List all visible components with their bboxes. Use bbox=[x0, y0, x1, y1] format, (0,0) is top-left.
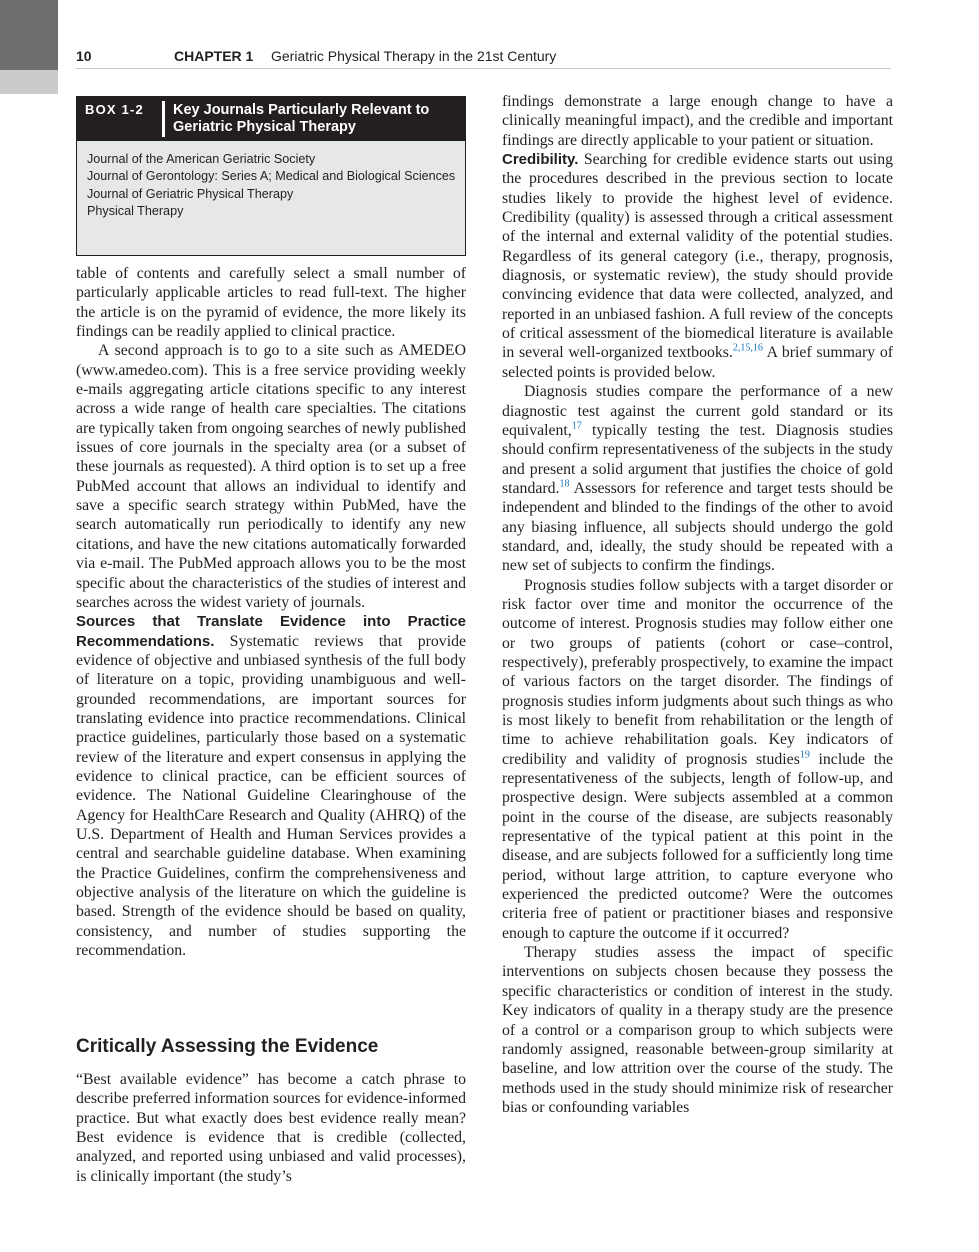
corner-tab bbox=[0, 0, 58, 70]
sidebar-box bbox=[76, 96, 466, 256]
box-list-item: Journal of Geriatric Physical Therapy bbox=[87, 186, 294, 201]
paragraph: Sources that Translate Evidence into Practice Recommendations. Systematic reviews that provide evidence of objective and unbiased synthesis of the full body of literature on a topic, providing unambiguous and well-grounded recommendations, are important sources for translating evidence into practice recommendations. Clinical practice guidelines, particularly those based on a systematic review of the literature and expert consensus in applying the evidence to clinical practice, can be efficient sources of evidence. The National Guideline Clearinghouse of the Agency for HealthCare Research and Quality (AHRQ) of the U.S. Department of Health and Human Services provides a central and searchable guideline database. When examining the Practice Guidelines, confirm the comprehensiveness and objective analysis of the literature on which the guideline is based. Strength of the evidence should be based on quality, consistency, and number of studies supporting the recommendation. bbox=[76, 613, 466, 960]
left-column bbox=[76, 264, 466, 960]
corner-tab-shade bbox=[0, 70, 58, 94]
page-number: 10 bbox=[76, 48, 92, 64]
paragraph: Therapy studies assess the impact of specific interventions on subjects chosen because they possess the specific characteristics or condition of interest in the study. Key indicators of quality in a therapy study are the presence of a control or a comparison group to which subjects were randomly assigned, reasonable between-group similarity at baseline, and low attrition over the course of the study. The methods used in the study should minimize risk of researcher bias or confounding variables bbox=[502, 944, 893, 1116]
box-list-item: Journal of the American Geriatric Society bbox=[87, 152, 316, 166]
paragraph: Credibility. Searching for credible evidence starts out using the procedures described in the previous section to locate studies likely to provide the highest level of evidence. Credibility (quality) is assessed through a critical assessment of the internal and external validity of the potential studies. Regardless of its general category (i.e., therapy, prognosis, diagnosis, or systematic review), the study should provide convincing evidence that data were collected, analyzed, and reported in an unbiased fashion. A full review of the concepts of critical assessment of the biomedical literature is available in several well-organized textbooks.$^{2,15,16}$ A brief summary of selected points is provided below. bbox=[502, 151, 893, 381]
paragraph: table of contents and carefully select a small number of particularly applicable articles to read full-text. The higher the article is on the pyramid of evidence, the more likely its findings can be readily applied to clinical practice. bbox=[76, 265, 466, 341]
chapter-label: CHAPTER 1 bbox=[174, 48, 254, 64]
box-label: BOX 1-2 bbox=[85, 102, 144, 117]
left-column-continued bbox=[76, 1070, 466, 1186]
citation-ref[interactable]: 2,15,16 bbox=[732, 343, 763, 355]
section-heading: Critically Assessing the Evidence bbox=[76, 1036, 379, 1057]
run-in-heading: Credibility. bbox=[502, 151, 579, 169]
paragraph: Prognosis studies follow subjects with a target disorder or risk factor over time and monitor the occurrence of the outcome of interest. Prognosis studies may follow either one or two groups of patients (cohort or case–control, respectively), preferably prospectively, to examine the impact of various factors on the target disorder. The findings of prognosis studies inform judgments about such things as who is most likely to benefit from rehabilitation or the length of time to achieve rehabilitation goals. Key indicators of credibility and validity of prognosis studies$^{19}$ include the representativeness of the subjects, length of follow-up, and prospective design. Were subjects assembled at a common point in the course of the disease, are subjects reasonably representative of the typical patient at this point in the disease, and are subjects followed for a sufficiently long time period, without large attrition, to capture everyone who experienced the predicted outcome? Were the outcomes criteria free of patient or practitioner biases and responsive enough to capture the outcome if it occurred? bbox=[502, 576, 893, 942]
box-list bbox=[77, 141, 465, 255]
running-header bbox=[76, 44, 891, 69]
box-list-item: Physical Therapy bbox=[87, 204, 184, 219]
paragraph: findings demonstrate a large enough change to have a clinically meaningful impact), and the credible and important findings are directly applicable to your patient or situation. bbox=[502, 93, 893, 149]
box-title: Key Journals Particularly Relevant to Geriatric Physical Therapy bbox=[173, 102, 430, 135]
citation-ref[interactable]: 19 bbox=[799, 749, 810, 761]
box-divider bbox=[162, 101, 165, 137]
citation-ref[interactable]: 18 bbox=[559, 478, 570, 490]
paragraph: Diagnosis studies compare the performance of a new diagnostic test against the current gold standard or its equivalent,$^{17}$ typically testing the test. Diagnosis studies should confirm representativeness of the subjects in the study and present a solid argument that justifies the choice of gold standard.$^{18}$ Assessors for reference and target tests should be independent and blinded to the findings of the other to avoid any biasing influence, all subjects should undergo the gold standard, and, ideally, the study should be repeated with a new set of subjects to confirm the findings. bbox=[502, 383, 893, 575]
box-header bbox=[77, 97, 465, 141]
box-list-item: Journal of Gerontology: Series A; Medical and Biological Sciences bbox=[87, 169, 456, 184]
citation-ref[interactable]: 17 bbox=[571, 420, 582, 432]
paragraph: A second approach is to go to a site such as AMEDEO (www.amedeo.com). This is a free service providing weekly e-mails aggregating article citations specific to any interest across a wide range of health care specialties. The citations are typically taken from ongoing searches of newly published issues of core journals in the specialty area (or a subset of these journals as requested). A third option is to set up a free PubMed account that allows an individual to identify and save a specific search strategy within PubMed, have the search automatically run periodically to identify any new citations, and have the new citations automatically forwarded via e-mail. The PubMed approach allows you to be the most specific about the characteristics of the studies of interest and searches across the widest variety of journals. bbox=[76, 342, 466, 611]
chapter-title: Geriatric Physical Therapy in the 21st Century bbox=[271, 48, 557, 64]
paragraph: “Best available evidence” has become a catch phrase to describe preferred information sources for evidence-informed practice. But what exactly does best evidence really mean? Best evidence is evidence that is credible (collected, analyzed, and reported using unbiased and valid processes), is clinically important (the study’s bbox=[76, 1071, 466, 1185]
right-column bbox=[502, 92, 893, 1117]
run-in-heading: Sources that Translate Evidence into Practice Recommendations. bbox=[76, 613, 466, 650]
